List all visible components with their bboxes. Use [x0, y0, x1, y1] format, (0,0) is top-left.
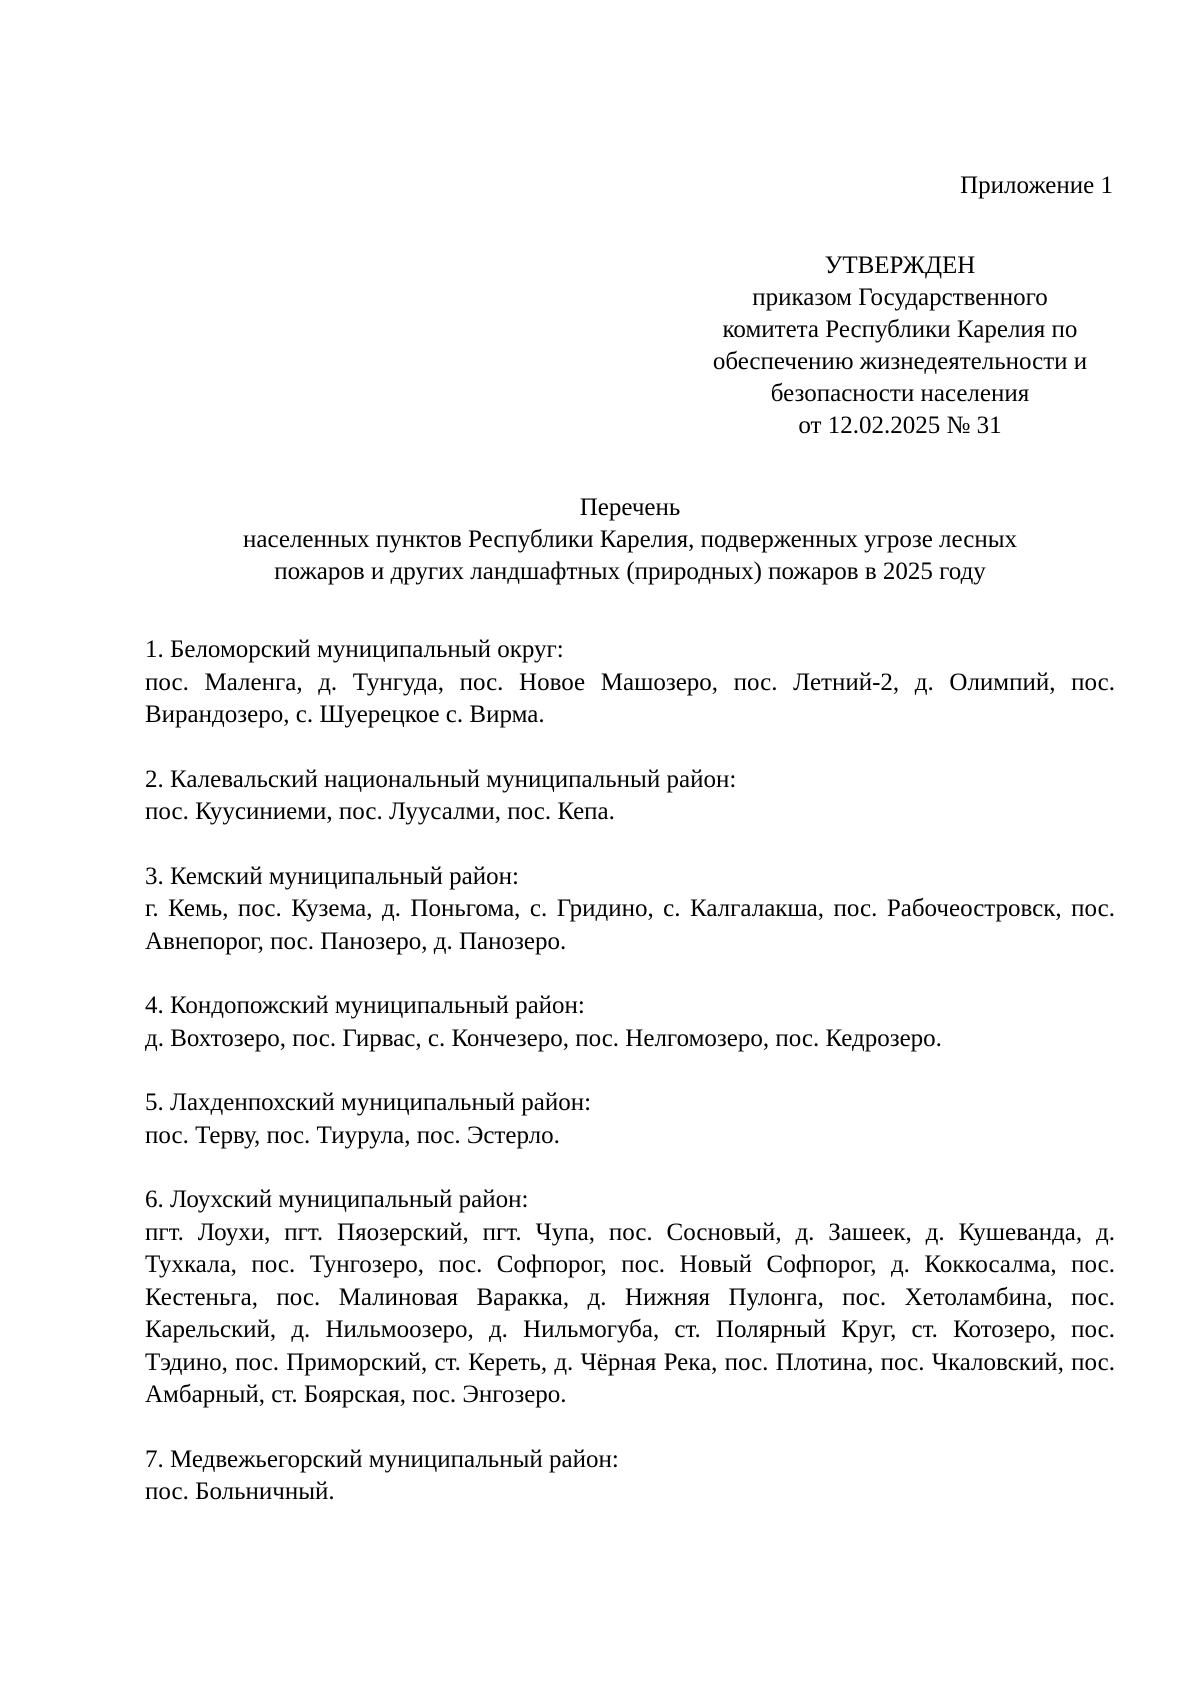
- approval-block: [665, 250, 1135, 442]
- approval-line: комитета Республики Карелия по: [722, 316, 1078, 343]
- approval-line: безопасности населения: [770, 380, 1030, 407]
- district-heading: 5. Лахденпохский муниципальный район:: [145, 1089, 592, 1116]
- district-heading: 6. Лоухский муниципальный район:: [145, 1186, 529, 1213]
- approval-date-number: от 12.02.2025 № 31: [798, 412, 1002, 439]
- settlement-list: пос. Больничный.: [145, 1478, 335, 1505]
- district-heading: 3. Кемский муниципальный район:: [145, 862, 519, 890]
- district-heading: 7. Медвежьегорский муниципальный район:: [145, 1445, 619, 1473]
- settlement-list: пос. Терву, пос. Тиурула, пос. Эстерло.: [145, 1121, 560, 1149]
- district-section: [145, 1184, 1115, 1412]
- district-heading: 4. Кондопожский муниципальный район:: [145, 992, 585, 1019]
- title-heading: Перечень: [579, 494, 681, 521]
- settlement-list: д. Вохтозеро, пос. Гирвас, с. Кончезеро, пос. Нелгомозеро, пос. Кедрозеро.: [145, 1024, 942, 1052]
- district-section: [145, 634, 1115, 732]
- settlement-list: пос. Куусиниеми, пос. Луусалми, пос. Кепа.: [145, 798, 615, 825]
- title-line: населенных пунктов Республики Карелия, подверженных угрозе лесных: [242, 526, 1018, 553]
- settlement-list: г. Кемь, пос. Кузема, д. Поньгома, с. Гридино, с. Калгалакша, пос. Рабочеостровск, пос. Авнепорог, пос. Панозеро, д. Панозеро.: [145, 895, 1115, 955]
- settlement-list: пгт. Лоухи, пгт. Пяозерский, пгт. Чупа, пос. Сосновый, д. Зашеек, д. Кушеванда, д. Тухкала, пос. Тунгозеро, пос. Софпорог, пос. Новый Софпорог, д. Коккосалма, пос. Кестеньга, пос. Малиновая Варакка, д. Нижняя Пулонга, пос. Хетоламбина, пос. Карельский, д. Нильмоозеро, д. Нильмогуба, ст. Полярный Круг, ст. Котозеро, пос. Тэдино, пос. Приморский, ст. Кереть, д. Чёрная Река, пос. Плотина, пос. Чкаловский, пос. Амбарный, ст. Боярская, пос. Энгозеро.: [145, 1218, 1115, 1408]
- district-list: [145, 634, 1115, 1541]
- settlement-list: пос. Маленга, д. Тунгуда, пос. Новое Машозеро, пос. Летний-2, д. Олимпий, пос. Вирандозеро, с. Шуерецкое с. Вирма.: [145, 668, 1115, 728]
- annex-label: Приложение 1: [960, 172, 1113, 199]
- document-title: [145, 492, 1115, 588]
- district-section: [145, 1087, 1115, 1152]
- approval-heading: УТВЕРЖДЕН: [824, 252, 976, 279]
- approval-line: обеспечению жизнедеятельности и: [712, 348, 1088, 375]
- district-heading: 1. Беломорский муниципальный округ:: [145, 636, 564, 663]
- approval-line: приказом Государственного: [752, 284, 1048, 311]
- district-heading: 2. Калевальский национальный муниципальный район:: [145, 765, 737, 793]
- district-section: [145, 764, 1115, 829]
- district-section: [145, 1444, 1115, 1509]
- district-section: [145, 990, 1115, 1055]
- title-line: пожаров и других ландшафтных (природных) пожаров в 2025 году: [274, 558, 986, 585]
- district-section: [145, 861, 1115, 959]
